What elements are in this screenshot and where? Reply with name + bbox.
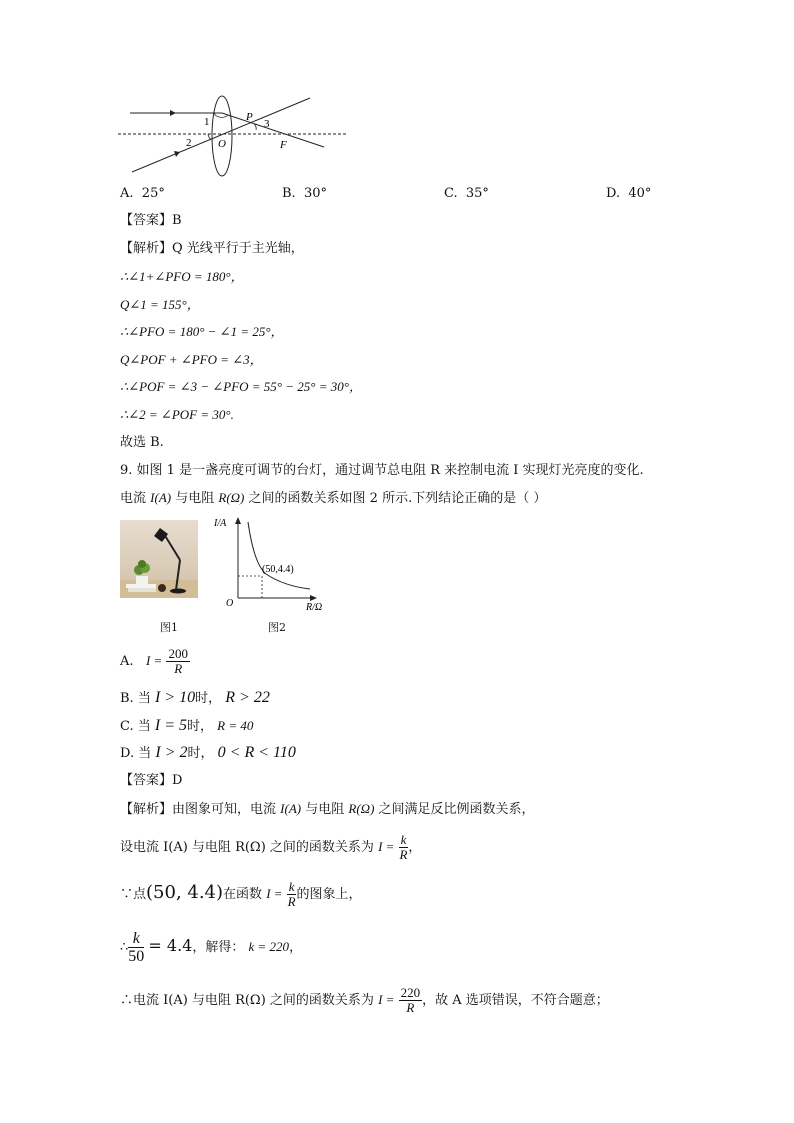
- text: 与电阻: [175, 491, 215, 506]
- fig1-caption: 图1: [160, 621, 178, 634]
- text: ∵点: [120, 887, 147, 902]
- angle-3-arc: [254, 124, 256, 130]
- option-condition: I > 2: [155, 744, 188, 761]
- desk-lamp-photo: [120, 520, 198, 598]
- label-P: P: [246, 111, 253, 123]
- text: 在函数: [223, 887, 263, 902]
- y-axis-label: I/A: [214, 518, 227, 529]
- math-lhs: I =: [378, 992, 395, 1007]
- option-value: 25°: [141, 186, 165, 201]
- fraction: [399, 986, 423, 1015]
- fraction: [399, 833, 409, 862]
- result: k = 220: [248, 939, 290, 954]
- angle-2-arc: [208, 134, 211, 140]
- numerator: k: [400, 832, 407, 847]
- lens-ellipse: [212, 96, 232, 176]
- text: ∴: [120, 940, 129, 955]
- lens-diagram: [118, 94, 350, 184]
- q8-option-d: [606, 186, 651, 201]
- incident-ray-bottom: [132, 98, 310, 172]
- math-R: R(Ω): [348, 801, 375, 816]
- text: 的图象上，: [296, 887, 362, 902]
- math-lhs: I =: [378, 839, 395, 854]
- q8-step-3: ∴∠PFO = 180° − ∠1 = 25°，: [120, 324, 284, 339]
- option-letter: C. 当: [120, 719, 151, 734]
- label-F: F: [280, 139, 287, 151]
- q9-option-c: [120, 717, 253, 736]
- option-condition: I > 10: [154, 689, 196, 706]
- fig2-caption: 图2: [268, 621, 286, 634]
- option-result: 0 < R < 110: [217, 744, 296, 761]
- math-lhs: I =: [266, 886, 283, 901]
- point: (50, 4.4): [146, 882, 224, 903]
- q8-answer: 【答案】B: [120, 213, 182, 228]
- arrow-right-icon: [170, 110, 176, 116]
- math-I: I(A): [280, 801, 302, 816]
- q9-option-d: [120, 744, 296, 763]
- option-lhs: I =: [145, 653, 163, 668]
- option-letter: B. 当: [120, 691, 151, 706]
- q9-analysis-2: [120, 832, 421, 863]
- q8-step-2: Q∠1 = 155°，: [120, 297, 200, 312]
- option-letter: A.: [120, 654, 134, 669]
- q8-step-6: ∴∠2 = ∠POF = 30°.: [120, 407, 234, 422]
- angle-1-arc: [214, 113, 228, 117]
- text: ，故 A 选项错误，不符合题意；: [422, 993, 609, 1008]
- text: ，: [289, 940, 303, 955]
- fraction: [166, 647, 190, 676]
- arrow-up-icon: [235, 517, 241, 524]
- math-R: R(Ω): [218, 490, 245, 505]
- q9-analysis-5: [120, 984, 609, 1017]
- x-axis-label: R/Ω: [306, 602, 323, 612]
- q8-conclusion: 故选 B.: [120, 435, 164, 450]
- text: 之间的函数关系如图 2 所示.下列结论正确的是（ ）: [248, 491, 547, 506]
- denominator: 50: [128, 948, 145, 965]
- q9-option-a: [120, 647, 190, 676]
- option-value: 35°: [465, 186, 489, 201]
- q8-option-b: [282, 186, 327, 201]
- analysis-label: 【解析】: [120, 241, 173, 256]
- q8-option-a: [120, 186, 165, 201]
- q8-step-4: Q∠POF + ∠PFO = ∠3，: [120, 352, 263, 367]
- label-1: 1: [204, 116, 210, 128]
- q9-analysis-3: [120, 878, 362, 910]
- q8-step-1: ∴∠1+∠PFO = 180°，: [120, 269, 244, 284]
- point-label: (50,4.4): [262, 564, 294, 575]
- label-3: 3: [264, 118, 270, 130]
- refracted-ray: [222, 113, 324, 147]
- denominator: R: [399, 847, 408, 862]
- text: 设电流 I(A) 与电阻 R(Ω) 之间的函数关系为: [120, 840, 374, 855]
- text: 由图象可知，电流: [172, 802, 277, 817]
- q9-stem-line2: [120, 489, 546, 508]
- numerator: 220: [400, 985, 421, 1000]
- option-value: 40°: [628, 186, 652, 201]
- q8-option-c: [444, 186, 489, 201]
- origin-label: O: [226, 598, 234, 609]
- analysis-text: Q 光线平行于主光轴，: [172, 241, 304, 256]
- q9-option-b: [120, 689, 270, 708]
- numerator: 200: [168, 646, 188, 661]
- math-I: I(A): [150, 490, 172, 505]
- q8-analysis-intro: [120, 240, 304, 258]
- label-2: 2: [186, 137, 192, 149]
- option-letter: B.: [282, 186, 296, 201]
- text: ，: [408, 840, 422, 855]
- option-condition: I = 5: [154, 717, 188, 734]
- option-value: 30°: [303, 186, 327, 201]
- text: 电流: [120, 491, 147, 506]
- option-letter: A.: [120, 186, 134, 201]
- hyperbola-curve: [248, 522, 310, 589]
- text: ∴电流 I(A) 与电阻 R(Ω) 之间的函数关系为: [120, 993, 374, 1008]
- function-graph: [214, 512, 336, 612]
- option-result: R > 22: [225, 689, 270, 706]
- denominator: R: [406, 1000, 415, 1015]
- analysis-label: 【解析】: [120, 802, 173, 817]
- option-mid: 时，: [187, 719, 214, 734]
- text: ，解得：: [192, 940, 245, 955]
- denominator: R: [174, 661, 183, 676]
- option-mid: 时，: [195, 691, 222, 706]
- arrow-right-icon: [310, 595, 317, 601]
- q9-analysis-1: [120, 800, 535, 819]
- fraction: [128, 930, 144, 965]
- q9-answer: 【答案】D: [120, 773, 183, 788]
- q9-analysis-4: [120, 928, 302, 966]
- q8-step-5: ∴∠POF = ∠3 − ∠PFO = 55° − 25° = 30°，: [120, 379, 362, 394]
- text: 与电阻: [305, 802, 345, 817]
- option-letter: C.: [444, 186, 458, 201]
- option-letter: D.: [606, 186, 621, 201]
- numerator: k: [288, 879, 295, 894]
- option-letter: D. 当: [120, 746, 152, 761]
- label-O: O: [218, 138, 226, 150]
- option-mid: 时，: [187, 746, 214, 761]
- equation: = 4.4: [148, 936, 193, 955]
- text: 之间满足反比例函数关系，: [378, 802, 535, 817]
- option-result: R = 40: [217, 718, 254, 733]
- denominator: R: [287, 894, 296, 909]
- q9-stem-line1: 9. 如图 1 是一盏亮度可调节的台灯，通过调节总电阻 R 来控制电流 I 实现灯光亮度的变化.: [120, 463, 644, 478]
- numerator: k: [128, 930, 144, 948]
